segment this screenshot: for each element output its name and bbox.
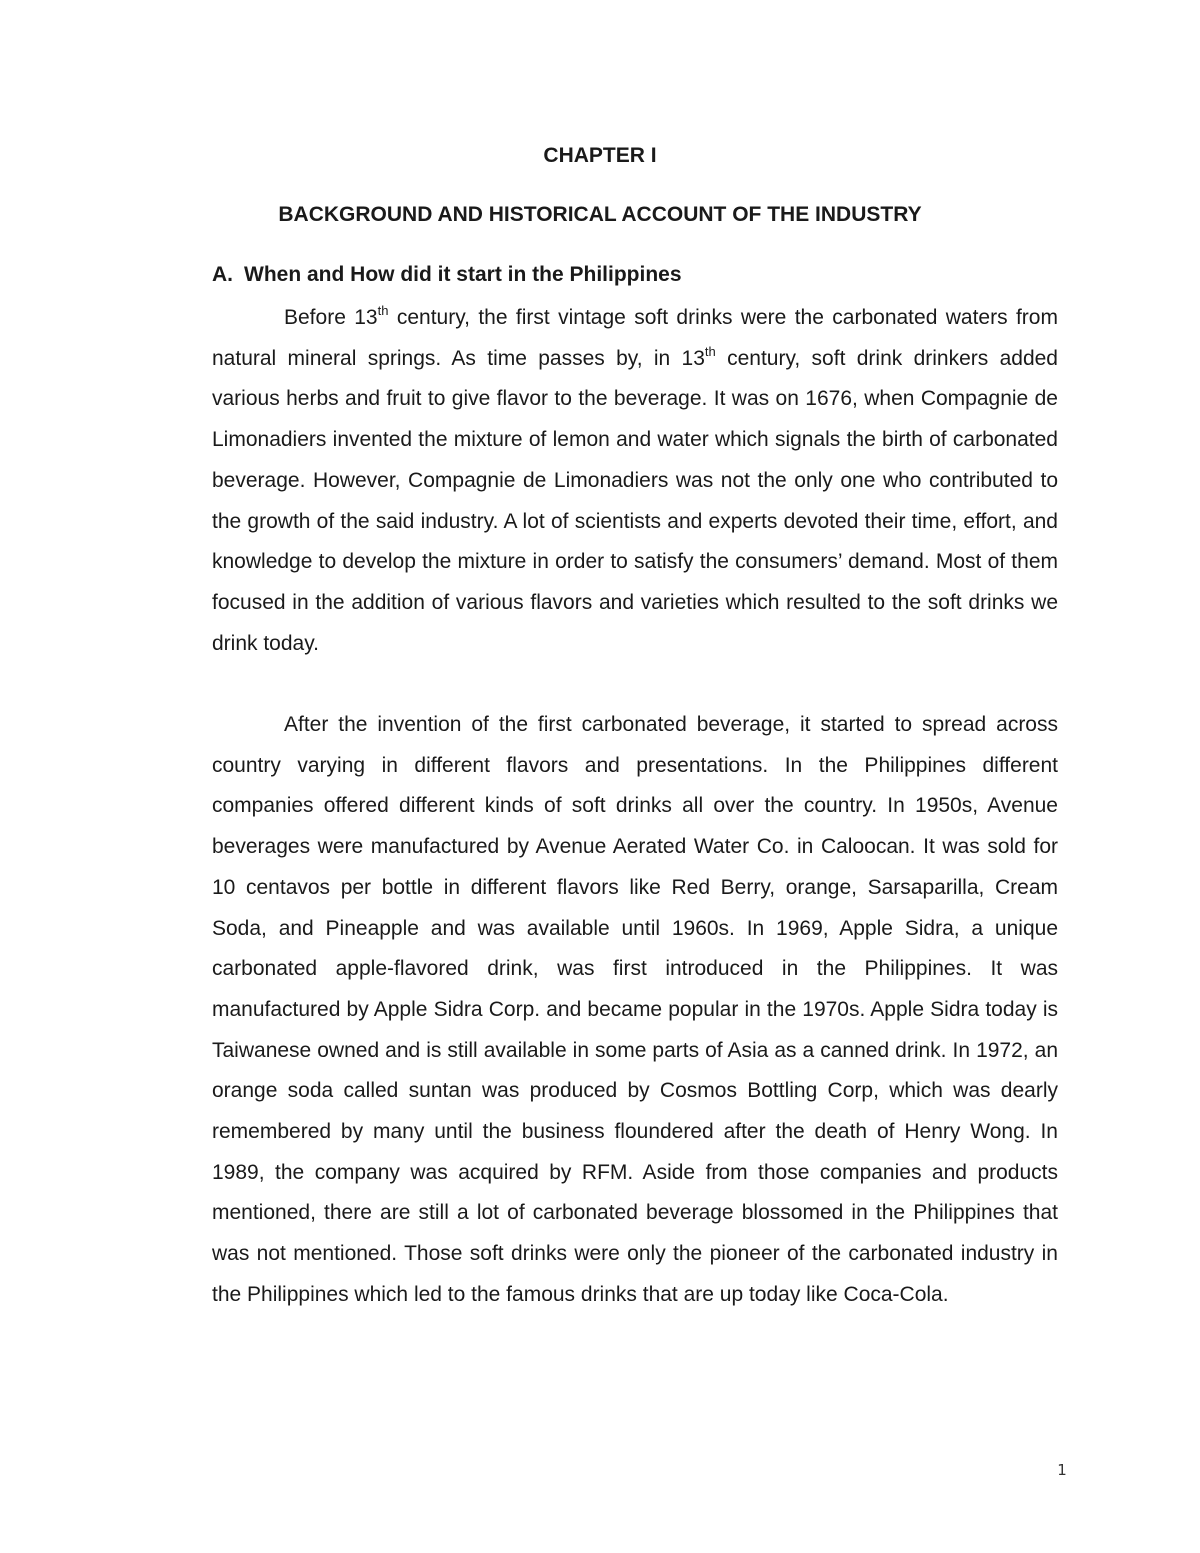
chapter-subtitle: BACKGROUND AND HISTORICAL ACCOUNT OF THE INDUSTRY	[278, 203, 922, 226]
page-number: 1	[1057, 1461, 1067, 1479]
paragraph-2-text: After the invention of the first carbonated beverage, it started to spread across country varying in different flavors and presentations. In the Philippines different companies offered different kinds of soft drinks all over the country. In 1950s, Avenue beverages were manufactured by Avenue Aerated Water Co. in Caloocan. It was sold for 10 centavos per bottle in different flavors like Red Berry, orange, Sarsaparilla, Cream Soda, and Pineapple and was available until 1960s. In 1969, Apple Sidra, a unique carbonated apple-flavored drink, was first introduced in the Philippines. It was manufactured by Apple Sidra Corp. and became popular in the 1970s. Apple Sidra today is Taiwanese owned and is still available in some parts of Asia as a canned drink. In 1972, an orange soda called suntan was produced by Cosmos Bottling Corp, which was dearly remembered by many until the business floundered after the death of Henry Wong. In 1989, the company was acquired by RFM. Aside from those companies and products mentioned, there are still a lot of carbonated beverage blossomed in the Philippines that was not mentioned. Those soft drinks were only the pioneer of the carbonated industry in the Philippines which led to the famous drinks that are up today like Coca-Cola.	[212, 713, 1058, 1306]
paragraph-1-part-2: century, the first vintage soft drinks were the carbonated waters from natural mineral springs. As time passes by, in 13	[212, 306, 1058, 370]
paragraph-1-part-3: century, soft drink drinkers added various herbs and fruit to give flavor to the beverage. It was on 1676, when Compagnie de Limonadiers invented the mixture of lemon and water which signals the birth of carbonated beverage. However, Compagnie de Limonadiers was not the only one who contributed to the growth of the said industry. A lot of scientists and experts devoted their time, effort, and knowledge to develop the mixture in order to satisfy the consumers’ demand. Most of them focused in the addition of various flavors and varieties which resulted to the soft drinks we drink today.	[212, 346, 1058, 655]
paragraph-2	[212, 705, 1058, 1316]
paragraph-1	[212, 298, 1058, 664]
superscript-th: th	[704, 343, 716, 359]
section-heading	[212, 263, 682, 287]
superscript-th: th	[377, 303, 389, 318]
section-heading-text: When and How did it start in the Philippines	[244, 263, 682, 286]
chapter-title: CHAPTER I	[543, 144, 657, 167]
section-marker: A.	[212, 263, 233, 286]
paragraph-1-part-1: Before 13	[284, 306, 378, 329]
